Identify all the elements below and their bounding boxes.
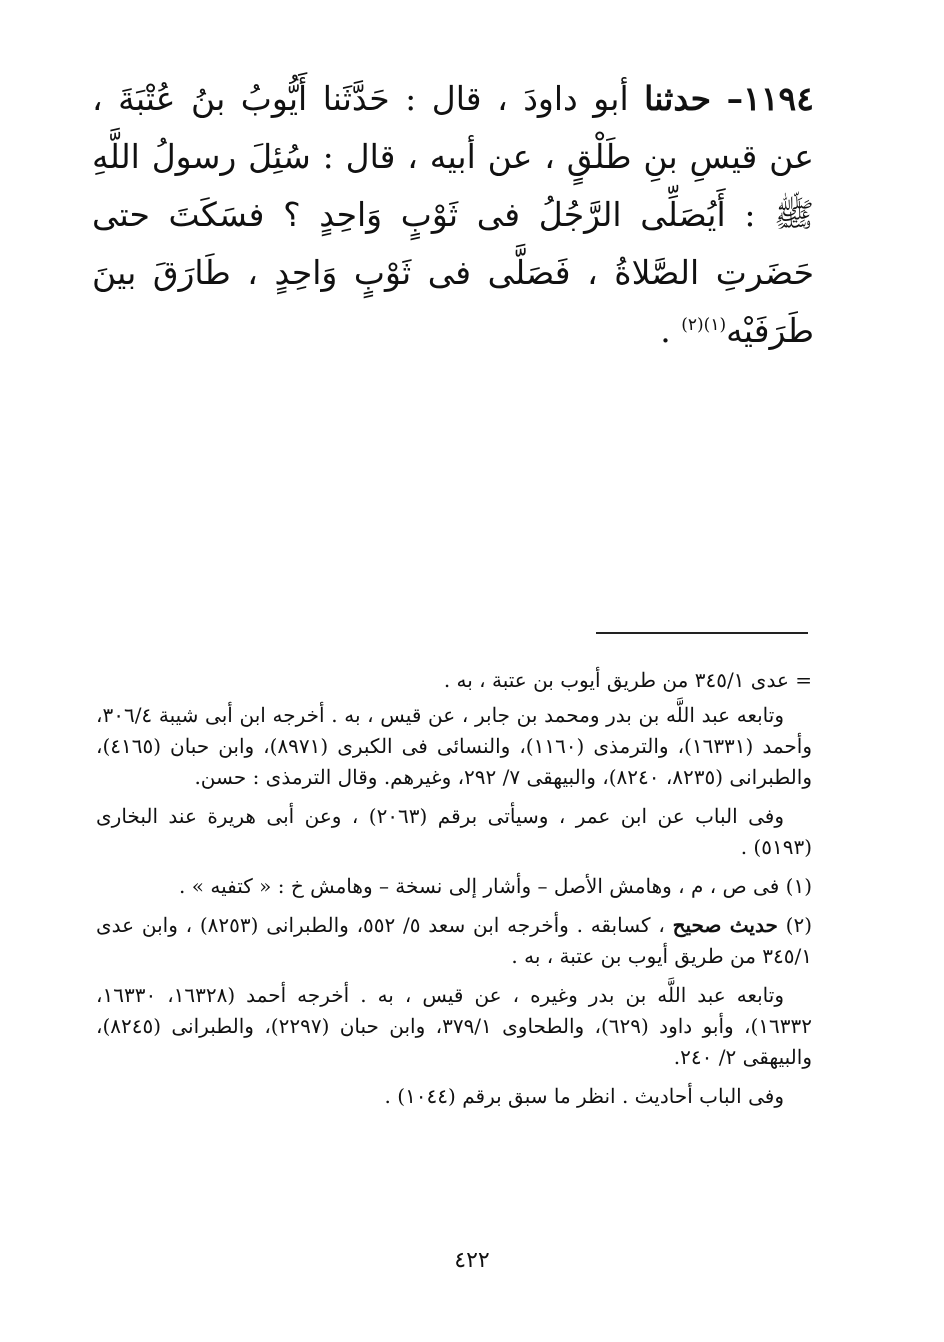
footnote-continuation: = عدى ٣٤٥/١ من طريق أيوب بن عتبة ، به . (443, 668, 812, 692)
hadith-text (92, 70, 814, 360)
footnote-2-text: ، كسابقه . وأخرجه ابن سعد ٥/ ٥٥٢، والطبرانى (٨٢٥٣) ، وابن عدى ٣٤٥/١ من طريق أيوب بن عتبة ، به . (96, 913, 812, 968)
footnote-divider (596, 632, 808, 634)
footnote-references: (١)(٢) (681, 315, 727, 335)
hadith-lead-word: حدثنا (644, 79, 712, 118)
footnote-2-grading: حديث صحيح (672, 913, 778, 937)
hadith-dash: – (726, 79, 744, 118)
hadith-number: ١١٩٤ (743, 79, 814, 118)
page-number: ٤٢٢ (454, 1248, 490, 1273)
hadith-end: . (660, 311, 682, 350)
footnote-paragraph: وفى الباب عن ابن عمر ، وسيأتى برقم (٢٠٦٣) ، وعن أبى هريرة عند البخارى (٥١٩٣) . (96, 804, 812, 859)
footnote-2-label: (٢) (785, 913, 813, 937)
footnotes-section (96, 665, 812, 1120)
footnote-1: (١) فى ص ، م ، وهامش الأصل – وأشار إلى نسخة – وهامش خ : « كتفيه » . (179, 874, 812, 898)
hadith-body: أبو داودَ ، قال : حَدَّثَنا أَيُّوبُ بنُ عُتْبَةَ ، عن قيسِ بنِ طَلْقٍ ، عن أبيه ، قال : سُئِلَ رسولُ اللَّهِ ﷺ : أَيُصَلِّى الرَّجُلُ فى ثَوْبٍ وَاحِدٍ ؟ فسَكَتَ حتى حَضَرتِ الصَّلاةُ ، فَصَلَّى فى ثَوْبٍ وَاحِدٍ ، طَارَقَ بينَ طَرَفَيْه (92, 79, 814, 350)
footnote-2 (96, 910, 812, 972)
footnote-paragraph: وفى الباب أحاديث . انظر ما سبق برقم (١٠٤٤) . (384, 1084, 784, 1108)
footnote-paragraph: وتابعه عبد اللَّه بن بدر وغيره ، عن قيس ، به . أخرجه أحمد (١٦٣٢٨، ١٦٣٣٠، ١٦٣٣٢)، وأبو داود (٦٢٩)، والطحاوى ٣٧٩/١، وابن حبان (٢٢٩٧)، والطبرانى (٨٢٤٥)، والبيهقى ٢/ ٢٤٠. (96, 983, 813, 1069)
footnote-paragraph: وتابعه عبد اللَّه بن بدر ومحمد بن جابر ، عن قيس ، به . أخرجه ابن أبى شيبة ٣٠٦/٤، وأحمد (١٦٣٣١)، والترمذى (١١٦٠)، والنسائى فى الكبرى (٨٩٧١)، وابن حبان (٤١٦٥)، والطبرانى (٨٢٣٥، ٨٢٤٠)، والبيهقى ٧/ ٢٩٢، وغيرهم. وقال الترمذى : حسن. (96, 703, 812, 789)
